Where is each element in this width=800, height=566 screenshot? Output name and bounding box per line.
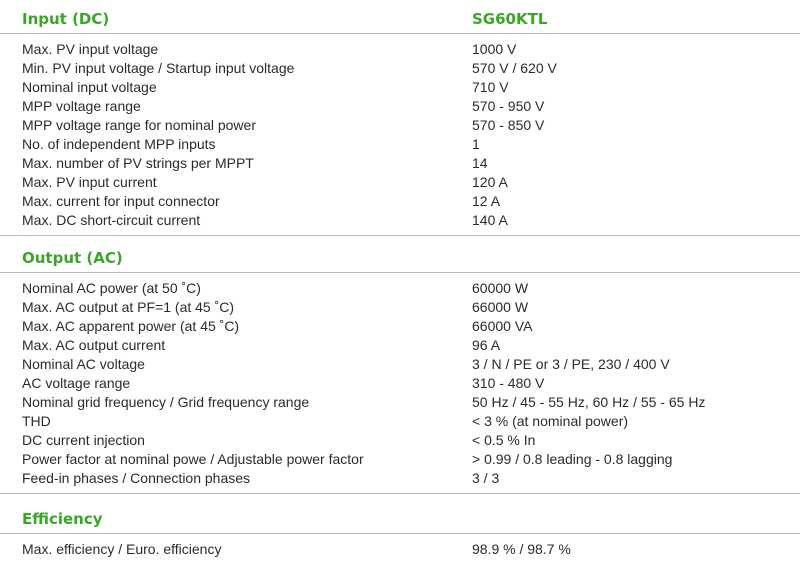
spec-label: MPP voltage range for nominal power — [22, 117, 256, 133]
spec-value: 3 / N / PE or 3 / PE, 230 / 400 V — [472, 356, 670, 372]
spec-row — [0, 78, 800, 97]
spec-label: MPP voltage range — [22, 98, 141, 114]
spec-row — [0, 97, 800, 116]
spec-label: No. of independent MPP inputs — [22, 136, 216, 152]
spec-rows — [0, 34, 800, 230]
spec-label: Max. AC output current — [22, 337, 166, 353]
section-title: Input (DC) — [22, 10, 110, 28]
spec-row — [0, 374, 800, 393]
spec-label: Max. DC short-circuit current — [22, 212, 201, 228]
spec-row — [0, 393, 800, 412]
spec-row — [0, 116, 800, 135]
spec-row — [0, 317, 800, 336]
spec-label: Feed-in phases / Connection phases — [22, 470, 251, 486]
spec-value: < 0.5 % In — [472, 432, 536, 448]
spec-value: 60000 W — [472, 280, 529, 296]
section-title: Output (AC) — [22, 249, 123, 267]
spec-label: Nominal AC voltage — [22, 356, 145, 372]
section-divider — [0, 493, 800, 494]
spec-label: Max. PV input current — [22, 174, 157, 190]
spec-value: 12 A — [472, 193, 501, 209]
spec-value: 310 - 480 V — [472, 375, 545, 391]
spec-row — [0, 135, 800, 154]
section-header — [0, 5, 800, 34]
spec-value: 570 V / 620 V — [472, 60, 557, 76]
model-name: SG60KTL — [472, 10, 548, 28]
spec-row — [0, 59, 800, 78]
spec-row — [0, 469, 800, 488]
spec-value: 1 — [472, 136, 480, 152]
spec-label: DC current injection — [22, 432, 145, 448]
spec-value: 570 - 850 V — [472, 117, 545, 133]
section-input-dc — [0, 5, 800, 236]
spec-value: 66000 VA — [472, 318, 533, 334]
spec-row — [0, 154, 800, 173]
spec-row — [0, 336, 800, 355]
spec-value: > 0.99 / 0.8 leading - 0.8 lagging — [472, 451, 673, 467]
spec-row — [0, 279, 800, 298]
spec-label: Nominal AC power (at 50 ˚C) — [22, 280, 201, 296]
spec-label: AC voltage range — [22, 375, 131, 391]
spec-row — [0, 192, 800, 211]
spec-value: 710 V — [472, 79, 509, 95]
spec-value: 96 A — [472, 337, 501, 353]
spec-label: Min. PV input voltage / Startup input voltage — [22, 60, 295, 76]
spec-label: Max. efficiency / Euro. efficiency — [22, 541, 222, 557]
spec-row — [0, 173, 800, 192]
spec-value: 50 Hz / 45 - 55 Hz, 60 Hz / 55 - 65 Hz — [472, 394, 706, 410]
spec-rows — [0, 273, 800, 488]
spec-row — [0, 355, 800, 374]
spec-value: 1000 V — [472, 41, 517, 57]
spec-value: < 3 % (at nominal power) — [472, 413, 629, 429]
spec-label: Max. AC output at PF=1 (at 45 ˚C) — [22, 299, 235, 315]
spec-value: 14 — [472, 155, 488, 171]
spec-label: Max. current for input connector — [22, 193, 220, 209]
spec-row — [0, 412, 800, 431]
section-output-ac — [0, 244, 800, 494]
spec-row — [0, 450, 800, 469]
spec-label: Nominal grid frequency / Grid frequency range — [22, 394, 310, 410]
spec-row — [0, 211, 800, 230]
spec-label: Max. PV input voltage — [22, 41, 159, 57]
section-divider — [0, 235, 800, 236]
spec-value: 570 - 950 V — [472, 98, 545, 114]
spec-label: Max. number of PV strings per MPPT — [22, 155, 254, 171]
spec-row — [0, 40, 800, 59]
spec-row — [0, 431, 800, 450]
section-efficiency — [0, 505, 800, 559]
section-header — [0, 505, 800, 534]
spec-value: 3 / 3 — [472, 470, 500, 486]
spec-value: 98.9 % / 98.7 % — [472, 541, 571, 557]
spec-row — [0, 540, 800, 559]
spec-value: 140 A — [472, 212, 508, 228]
spec-value: 120 A — [472, 174, 508, 190]
spec-value: 66000 W — [472, 299, 529, 315]
spec-label: Power factor at nominal powe / Adjustable power factor — [22, 451, 364, 467]
spec-label: Max. AC apparent power (at 45 ˚C) — [22, 318, 240, 334]
spec-label: Nominal input voltage — [22, 79, 157, 95]
section-header — [0, 244, 800, 273]
spec-label: THD — [22, 413, 51, 429]
spec-rows — [0, 534, 800, 559]
spec-row — [0, 298, 800, 317]
section-title: Efficiency — [22, 510, 103, 528]
